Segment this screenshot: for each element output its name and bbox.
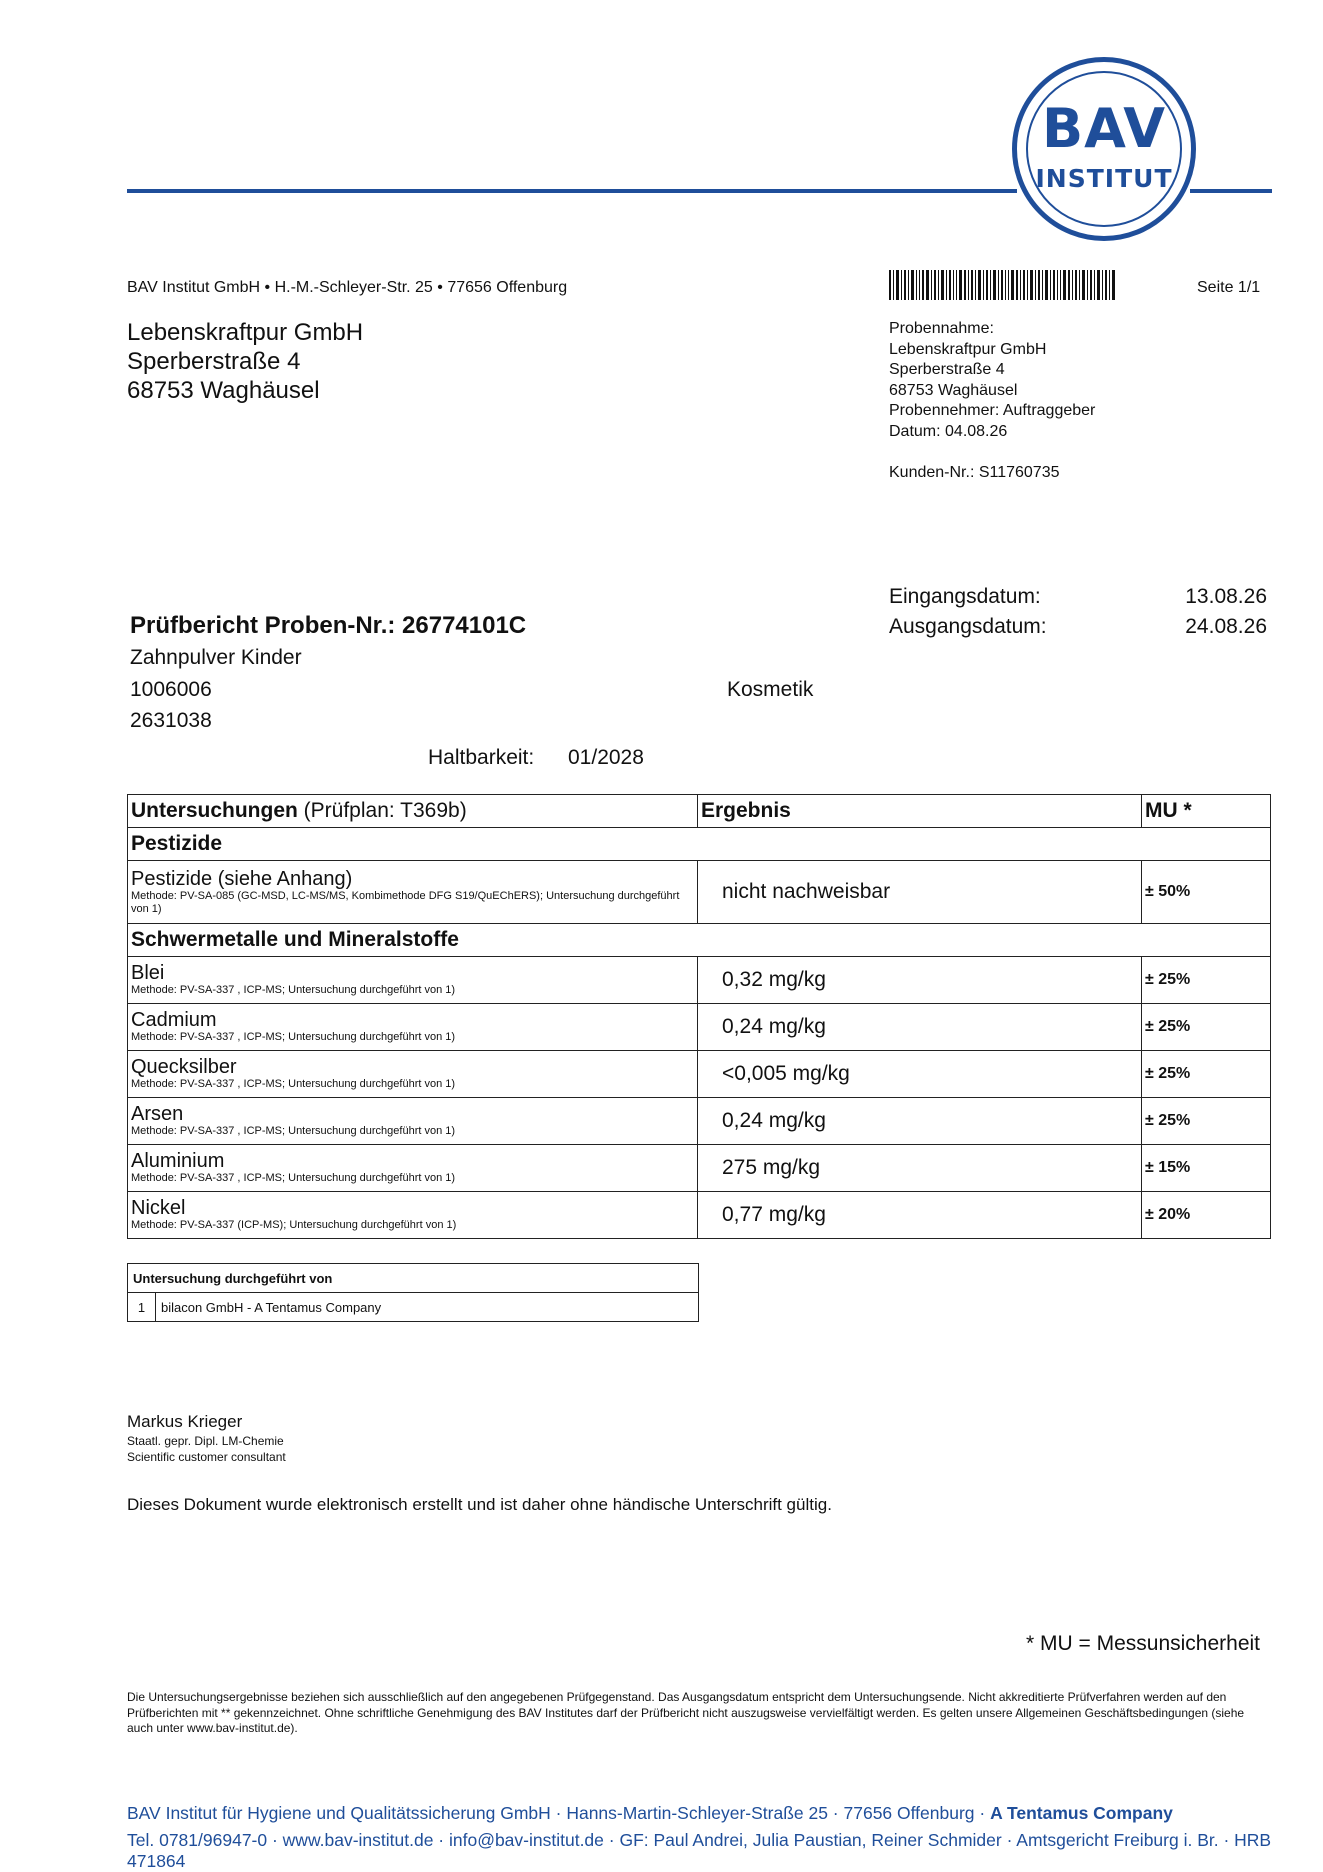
header-tests: Untersuchungen (Prüfplan: T369b) — [128, 795, 698, 828]
signer-name: Markus Krieger — [127, 1412, 243, 1431]
param-cell — [128, 1145, 698, 1192]
result-value: 0,24 mg/kg — [698, 1098, 1142, 1145]
customer-number: Kunden-Nr.: S11760735 — [889, 464, 1060, 481]
product-name: Zahnpulver Kinder — [130, 646, 302, 669]
mu-value: ± 25% — [1142, 1098, 1271, 1145]
sampling-sampler: Probennehmer: Auftraggeber — [889, 402, 1096, 419]
param-method: Methode: PV-SA-337 , ICP-MS; Untersuchung durchgeführt von 1) — [131, 1031, 456, 1043]
header-rule-left — [127, 189, 1017, 193]
mu-value: ± 25% — [1142, 957, 1271, 1004]
mu-value: ± 50% — [1142, 861, 1271, 924]
shelf-life-label: Haltbarkeit: — [428, 746, 535, 769]
footer-tentamus: A Tentamus Company — [990, 1803, 1173, 1823]
param-name: Blei — [131, 962, 165, 984]
product-category: Kosmetik — [727, 678, 814, 701]
logo-text-bav: BAV — [1041, 97, 1167, 160]
table-row — [128, 1098, 1271, 1145]
mu-value: ± 25% — [1142, 1051, 1271, 1098]
table-row — [128, 1004, 1271, 1051]
footer-address-main: BAV Institut für Hygiene und Qualitätssicherung GmbH · Hanns-Martin-Schleyer-Straße 25 · 77656 Offenburg · — [127, 1803, 991, 1823]
param-method: Methode: PV-SA-337 , ICP-MS; Untersuchung durchgeführt von 1) — [131, 1172, 456, 1184]
batch-number: 2631038 — [130, 709, 212, 732]
param-name: Nickel — [131, 1197, 186, 1219]
signer-title: Staatl. gepr. Dipl. LM-Chemie — [127, 1434, 284, 1448]
issue-date-value: 24.08.26 — [1185, 615, 1267, 638]
lab-name: bilacon GmbH - A Tentamus Company — [156, 1293, 699, 1322]
recipient-address — [127, 318, 363, 405]
param-name: Quecksilber — [131, 1056, 237, 1078]
param-cell — [128, 1098, 698, 1145]
results-table — [127, 794, 1271, 1239]
lab-index: 1 — [128, 1293, 156, 1322]
sampling-info — [889, 319, 1095, 442]
param-cell — [128, 957, 698, 1004]
sampling-date: Datum: 04.08.26 — [889, 422, 1008, 440]
mu-footnote: * MU = Messunsicherheit — [1026, 1632, 1261, 1655]
performed-by-table — [127, 1263, 699, 1322]
table-header-row — [128, 795, 1271, 828]
mu-value: ± 20% — [1142, 1192, 1271, 1239]
receipt-date-row — [889, 582, 1267, 612]
param-name: Aluminium — [131, 1150, 225, 1172]
table-row — [128, 957, 1271, 1004]
result-value: <0,005 mg/kg — [698, 1051, 1142, 1098]
issue-date-row — [889, 612, 1267, 642]
param-method: Methode: PV-SA-337 , ICP-MS; Untersuchung durchgeführt von 1) — [131, 1078, 456, 1090]
section-title: Pestizide — [128, 828, 1271, 861]
table-row — [128, 861, 1271, 924]
sampling-heading: Probennahme: — [889, 320, 994, 337]
param-name: Pestizide (siehe Anhang) — [131, 867, 353, 890]
param-name: Cadmium — [131, 1009, 217, 1031]
table-row — [128, 1293, 699, 1322]
sender-line: BAV Institut GmbH • H.-M.-Schleyer-Str. 25 • 77656 Offenburg — [127, 279, 568, 296]
sampling-city: 68753 Waghäusel — [889, 381, 1018, 399]
barcode — [889, 270, 1115, 300]
page-number: Seite 1/1 — [1197, 279, 1261, 296]
mu-value: ± 15% — [1142, 1145, 1271, 1192]
recipient-company: Lebenskraftpur GmbH — [127, 319, 364, 346]
result-value: 0,32 mg/kg — [698, 957, 1142, 1004]
report-title: Prüfbericht Proben-Nr.: 26774101C — [130, 612, 527, 639]
section-title: Schwermetalle und Mineralstoffe — [128, 924, 1271, 957]
receipt-date-label: Eingangsdatum: — [889, 585, 1041, 608]
electronic-notice: Dieses Dokument wurde elektronisch erstellt und ist daher ohne händische Unterschrift gültig. — [127, 1495, 832, 1514]
signer-role: Scientific customer consultant — [127, 1450, 286, 1464]
recipient-street: Sperberstraße 4 — [127, 348, 301, 375]
param-method: Methode: PV-SA-337 (ICP-MS); Untersuchung durchgeführt von 1) — [131, 1219, 457, 1231]
mu-value: ± 25% — [1142, 1004, 1271, 1051]
footer-address — [127, 1803, 1173, 1824]
result-value: 0,24 mg/kg — [698, 1004, 1142, 1051]
footer-contact: Tel. 0781/96947-0 · www.bav-institut.de · info@bav-institut.de · GF: Paul Andrei, Julia Paustian, Reiner Schmider · Amtsgericht Freiburg i. Br. · HRB 471864 — [127, 1830, 1272, 1871]
result-value: nicht nachweisbar — [698, 861, 1142, 924]
result-value: 275 mg/kg — [698, 1145, 1142, 1192]
receipt-date-value: 13.08.26 — [1185, 585, 1267, 608]
param-name: Arsen — [131, 1103, 184, 1125]
header-mu: MU * — [1142, 795, 1271, 828]
date-block — [889, 582, 1267, 642]
issue-date-label: Ausgangsdatum: — [889, 615, 1047, 638]
table-row — [128, 1192, 1271, 1239]
param-method: Methode: PV-SA-337 , ICP-MS; Untersuchung durchgeführt von 1) — [131, 984, 456, 996]
header-rule-right — [1190, 189, 1272, 193]
table-row — [128, 1145, 1271, 1192]
section-heavy-metals — [128, 924, 1271, 957]
shelf-life-value: 01/2028 — [568, 746, 644, 769]
recipient-city: 68753 Waghäusel — [127, 377, 320, 404]
param-method: Methode: PV-SA-337 , ICP-MS; Untersuchung durchgeführt von 1) — [131, 1125, 456, 1137]
product-number: 1006006 — [130, 678, 212, 701]
header-result: Ergebnis — [698, 795, 1142, 828]
sampling-company: Lebenskraftpur GmbH — [889, 340, 1047, 358]
result-value: 0,77 mg/kg — [698, 1192, 1142, 1239]
logo-text-institut: INSTITUT — [1035, 164, 1173, 193]
param-cell — [128, 1192, 698, 1239]
performed-by-header: Untersuchung durchgeführt von — [128, 1264, 699, 1293]
param-cell — [128, 1004, 698, 1051]
section-pesticides — [128, 828, 1271, 861]
disclaimer: Die Untersuchungsergebnisse beziehen sich ausschließlich auf den angegebenen Prüfgegenstand. Das Ausgangsdatum entspricht dem Untersuchungsende. Nicht akkreditierte Prüfverfahren werden auf den Prüfberichten mit ** gekennzeichnet. Ohne schriftliche Genehmigung des BAV Institutes darf der Prüfbericht nicht auszugsweise vervielfältigt werden. Es gelten unsere Allgemeinen Geschäftsbedingungen (siehe auch unter www.bav-institut.de). — [127, 1690, 1245, 1735]
param-method: Methode: PV-SA-085 (GC-MSD, LC-MS/MS, Kombimethode DFG S19/QuEChERS); Untersuchung durchgeführt von 1) — [131, 889, 680, 915]
bav-logo — [1012, 57, 1196, 241]
param-cell — [128, 1051, 698, 1098]
table-row — [128, 1051, 1271, 1098]
sampling-street: Sperberstraße 4 — [889, 361, 1005, 378]
performed-by-header-row — [128, 1264, 699, 1293]
param-cell — [128, 861, 698, 924]
